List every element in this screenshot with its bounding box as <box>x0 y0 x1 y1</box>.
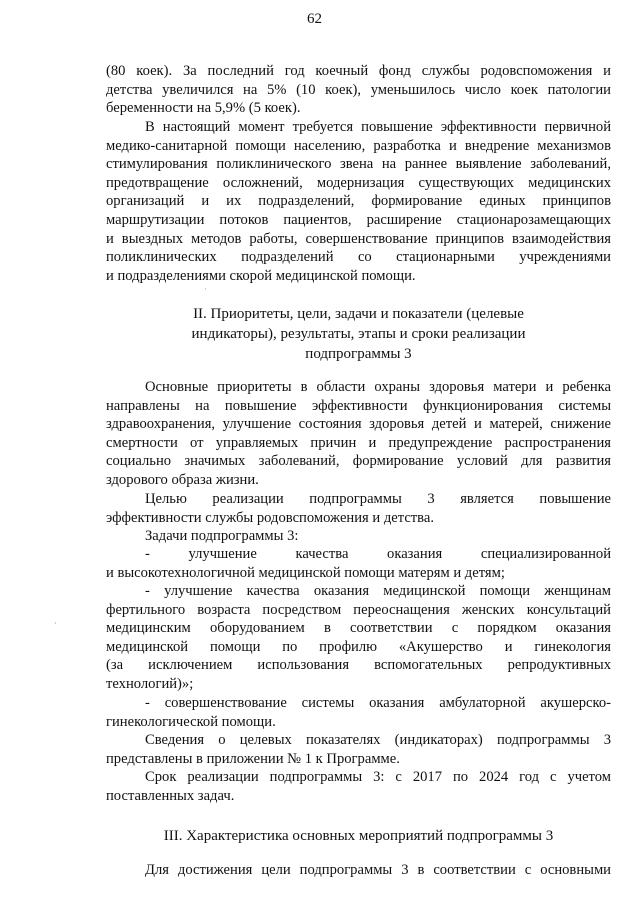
paragraph-line: социально значимых заболеваний, формирование условий для развития <box>106 453 611 470</box>
paragraph-line: стимулирования поликлинического звена на раннее выявление заболеваний, <box>106 156 611 173</box>
paragraph-line: медицинским оборудованием в соответствии с порядком оказания <box>106 620 611 637</box>
paragraph-line: и подразделениями скорой медицинской помощи. <box>106 267 416 284</box>
paragraph-line: (за исключением использования вспомогательных репродуктивных <box>106 657 611 674</box>
paragraph-line: беременности на 5,9% (5 коек). <box>106 100 301 117</box>
paragraph-line: фертильного возраста посредством переоснащения женских консультаций <box>106 601 611 618</box>
paragraph-line: - совершенствование системы оказания амбулаторной акушерско- <box>145 695 611 711</box>
paragraph-line: эффективности службы родовспоможения и детства. <box>106 509 434 526</box>
paragraph-line: - улучшение качества оказания медицинской помощи женщинам <box>145 583 611 599</box>
paragraph-line: технологий)»; <box>106 675 194 692</box>
heading-line: II. Приоритеты, цели, задачи и показатели (целевые <box>193 306 524 322</box>
paragraph-line: медицинской помощи по профилю «Акушерство и гинекология <box>106 638 611 655</box>
paragraph-line: организаций и их подразделений, формирование единых принципов <box>106 193 611 210</box>
heading-line: подпрограммы 3 <box>305 346 412 362</box>
paragraph-line: Задачи подпрограммы 3: <box>145 528 299 544</box>
paragraph-8 <box>106 694 611 731</box>
section-heading-2 <box>106 304 611 364</box>
scan-speck: · <box>204 285 207 294</box>
paragraph-line: (80 коек). За последний год коечный фонд службы родовспоможения и <box>106 63 611 79</box>
paragraph-1 <box>106 62 611 118</box>
paragraph-line: представлены в приложении № 1 к Программе. <box>106 750 400 767</box>
paragraph-line: поставленных задач. <box>106 787 235 804</box>
paragraph-line: смертности от управляемых причин и предупреждение распространения <box>106 434 611 451</box>
paragraph-9 <box>106 731 611 768</box>
page-number: 62 <box>307 11 322 27</box>
paragraph-line: детства увеличился на 5% (10 коек), уменьшилось число коек патологии <box>106 81 611 98</box>
heading-line: индикаторы), результаты, этапы и сроки реализации <box>191 326 526 342</box>
paragraph-line: В настоящий момент требуется повышение эффективности первичной <box>145 119 611 135</box>
paragraph-11 <box>106 861 611 880</box>
paragraph-line: - улучшение качества оказания специализированной <box>145 546 611 562</box>
paragraph-10 <box>106 768 611 805</box>
paragraph-7 <box>106 582 611 694</box>
paragraph-line: маршрутизации потоков пациентов, расширение стационарозамещающих <box>106 211 611 228</box>
paragraph-line: Основные приоритеты в области охраны здоровья матери и ребенка <box>145 379 611 395</box>
paragraph-6 <box>106 545 611 582</box>
paragraph-3 <box>106 378 611 490</box>
paragraph-line: Сведения о целевых показателях (индикаторах) подпрограммы 3 <box>145 732 611 748</box>
paragraph-2 <box>106 118 611 285</box>
paragraph-line: поликлинических подразделений со стационарными учреждениями <box>106 249 611 266</box>
paragraph-line: и высокотехнологичной медицинской помощи матерям и детям; <box>106 564 505 581</box>
paragraph-line: здорового образа жизни. <box>106 471 259 488</box>
paragraph-line: и выездных методов работы, совершенствование принципов взаимодействия <box>106 230 611 247</box>
paragraph-line: медико-санитарной помощи населению, разработка и внедрение механизмов <box>106 137 611 154</box>
paragraph-5 <box>106 527 611 546</box>
scan-speck: · <box>54 619 57 628</box>
paragraph-line: Срок реализации подпрограммы 3: с 2017 по 2024 год с учетом <box>145 769 611 785</box>
section-heading-3 <box>106 826 611 846</box>
paragraph-line: здравоохранения, улучшение состояния здоровья детей и матерей, снижение <box>106 416 611 433</box>
paragraph-line: направлены на повышение эффективности функционирования системы <box>106 397 611 414</box>
paragraph-line: Для достижения цели подпрограммы 3 в соответствии с основными <box>145 862 611 878</box>
paragraph-4 <box>106 490 611 527</box>
paragraph-line: гинекологической помощи. <box>106 713 276 730</box>
paragraph-line: Целью реализации подпрограммы 3 является повышение <box>145 491 611 507</box>
heading-line: III. Характеристика основных мероприятий подпрограммы 3 <box>163 828 554 844</box>
paragraph-line: предотвращение осложнений, модернизация существующих медицинских <box>106 174 611 191</box>
